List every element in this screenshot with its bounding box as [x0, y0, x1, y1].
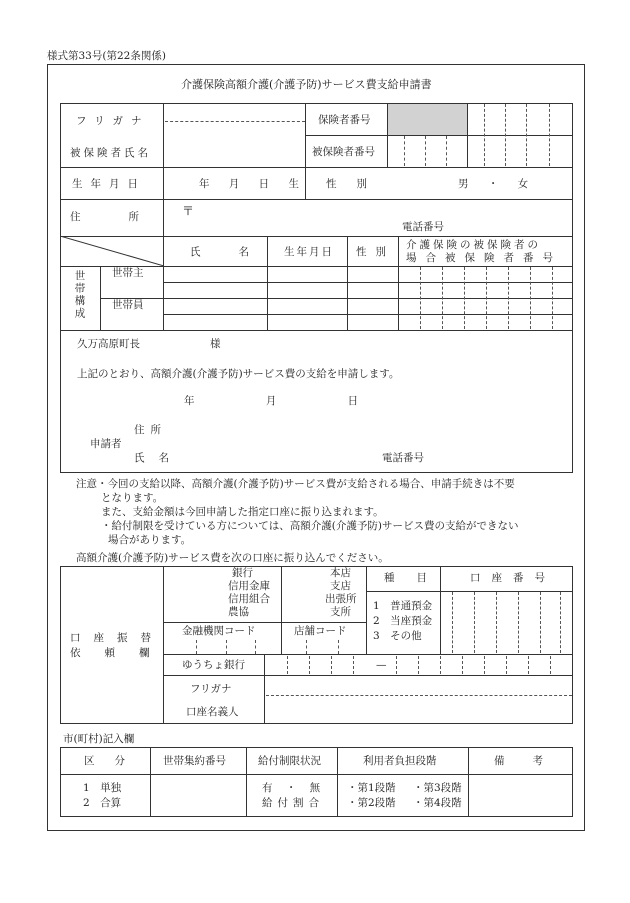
kind-0: 1 普通預金	[373, 600, 433, 612]
kubun-0: 1 単独	[83, 782, 122, 794]
inst-type-0: 銀行	[232, 567, 253, 579]
applicant-address: 住所	[134, 424, 167, 436]
inst-code-label: 金融機関コード	[182, 625, 256, 637]
account-holder-label: 口座名義人	[186, 706, 239, 718]
kind-1: 2 当座預金	[373, 615, 433, 627]
inst-type-3: 農協	[228, 606, 249, 618]
insured-name-label: 被保険者氏名	[70, 147, 151, 159]
yucho-dash: —	[376, 659, 387, 671]
declaration-text: 上記のとおり、高額介護(介護予防)サービス費の支給を申請します。	[77, 368, 400, 380]
insurer-no-label: 保険者番号	[318, 114, 371, 126]
header-remarks: 備考	[494, 755, 571, 767]
municipal-heading: 市(町村)記入欄	[63, 733, 135, 745]
insurer-no-shaded	[388, 104, 467, 135]
form-title: 介護保険高額介護(介護予防)サービス費支給申請書	[181, 78, 432, 91]
yucho-label: ゆうちょ銀行	[182, 659, 245, 671]
addressee-sama: 様	[210, 338, 221, 350]
col-name: 氏名	[190, 246, 287, 258]
branch-code-label: 店舗コード	[294, 625, 347, 637]
restriction-yes-no: 有 ・ 無	[262, 782, 326, 794]
note-line-2: となります。	[101, 492, 164, 504]
sex-value: 男 ・ 女	[458, 178, 537, 190]
header-restriction: 給付制限状況	[258, 755, 321, 767]
address-label: 住所	[70, 211, 187, 223]
branch-type-1: 支店	[330, 580, 351, 592]
declaration-date: 年 月 日	[184, 395, 393, 407]
household-member: 世帯員	[112, 299, 144, 311]
form-number: 様式第33号(第22条関係)	[47, 50, 166, 62]
bank-intro: 高額介護(介護予防)サービス費を次の口座に振り込んでください。	[76, 552, 389, 564]
bank-furigana-label: フリガナ	[190, 683, 232, 695]
stage-1: ・第1段階	[347, 782, 396, 794]
postal-mark: 〒	[182, 204, 195, 218]
branch-type-3: 支所	[330, 606, 351, 618]
birth-label: 生年月日	[72, 178, 146, 190]
applicant-name: 氏名	[134, 452, 183, 464]
restriction-ratio: 給付割合	[262, 797, 324, 809]
kubun-1: 2 合算	[83, 797, 122, 809]
applicant-phone: 電話番号	[382, 452, 424, 464]
birth-value: 年 月 日 生	[199, 178, 308, 190]
diagonal-line	[60, 236, 164, 266]
insured-no-label: 被保険者番号	[312, 146, 375, 158]
branch-type-0: 本店	[330, 567, 351, 579]
inst-type-1: 信用金庫	[228, 580, 270, 592]
note-line-5: 場合があります。	[108, 534, 192, 546]
addressee: 久万高原町長	[77, 338, 140, 350]
note-line-3: また、支給金額は今回申請した指定口座に振り込まれます。	[101, 506, 384, 518]
stage-2: ・第2段階	[347, 797, 396, 809]
col-birth: 生年月日	[284, 246, 334, 258]
inst-type-2: 信用組合	[228, 593, 270, 605]
household-head: 世帯主	[112, 267, 144, 279]
furigana-label: フリガナ	[76, 115, 150, 127]
kind-2: 3 その他	[373, 630, 422, 642]
header-household-no: 世帯集約番号	[163, 755, 226, 767]
bank-side-label-2: 依頼欄	[70, 647, 174, 659]
sex-label: 性別	[326, 178, 387, 190]
col-sex: 性別	[356, 246, 395, 258]
applicant-label: 申請者	[90, 438, 122, 450]
col-insured-1: 介護保険の被保険者の	[406, 239, 541, 251]
account-no-label: 口座番号	[470, 572, 556, 584]
stage-4: ・第4段階	[413, 797, 462, 809]
stage-3: ・第3段階	[413, 782, 462, 794]
household-side-label: 世帯構成	[73, 270, 86, 320]
col-insured-2: 場合被保険者番号	[406, 252, 562, 264]
header-stage: 利用者負担段階	[363, 755, 437, 767]
branch-type-2: 出張所	[325, 593, 357, 605]
header-kubun: 区分	[84, 755, 145, 767]
kind-label: 種目	[384, 572, 449, 584]
note-line-1: 注意・今回の支給以降、高額介護(介護予防)サービス費が支給される場合、申請手続きは不要	[76, 478, 515, 490]
note-line-4: ・給付制限を受けている方については、高額介護(介護予防)サービス費の支給ができない	[101, 520, 519, 532]
bank-side-label-1: 口座振替	[70, 632, 164, 644]
phone-label: 電話番号	[402, 221, 444, 233]
